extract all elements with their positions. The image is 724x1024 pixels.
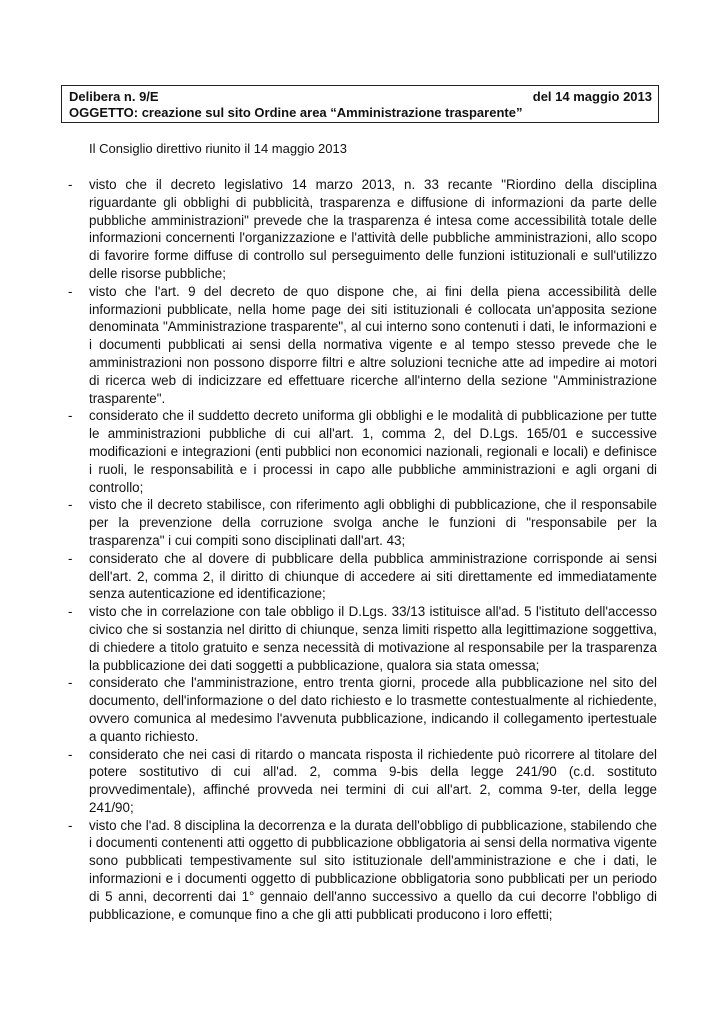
- bullet-dash: -: [68, 177, 73, 192]
- bullet-dash: -: [68, 497, 73, 513]
- list-item: [62, 550, 657, 603]
- list-item: [62, 674, 657, 745]
- bullet-dash: -: [68, 675, 73, 691]
- list-item: [62, 283, 657, 408]
- bullet-dash: -: [68, 550, 73, 566]
- bullet-dash: -: [68, 604, 73, 620]
- list-item-text: considerato che al dovere di pubblicare della pubblica amministrazione corrisponde ai sensi dell'art. 2, comma 2, il diritto di chiunque di accedere ai siti direttamente ed immediatamente senza autenticazione ed identificazione;: [89, 550, 657, 602]
- list-item-text: visto che l'art. 9 del decreto de quo dispone che, ai fini della piena accessibilità delle informazioni pubblicate, nella home page dei siti istituzionali é collocata un'apposita sezione denominata "Amministrazione trasparente", al cui interno sono contenuti i dati, le informazioni e i documenti pubblicati ai sensi della normativa vigente e al tempo stesso prevede che le amministrazioni non possono disporre filtri e altre soluzioni tecniche atte ad impedire ai motori di ricerca web di indicizzare ed effettuare ricerche all'interno della sezione "Amministrazione trasparente".: [89, 283, 657, 406]
- list-item: [62, 496, 657, 549]
- list-item: [62, 817, 657, 924]
- delibera-header-box: [61, 85, 659, 123]
- oggetto-line: OGGETTO: creazione sul sito Ordine area “Amministrazione trasparente”: [69, 105, 523, 120]
- delibera-header-row: [69, 89, 652, 105]
- bullet-dash: -: [68, 408, 73, 424]
- delibera-date: del 14 maggio 2013: [532, 89, 652, 104]
- list-item-text: visto che il decreto legislativo 14 marzo 2013, n. 33 recante "Riordino della disciplina riguardante gli obblighi di pubblicità, trasparenza e diffusione di informazioni da parte delle pubbliche amministrazioni" prevede che la trasparenza é intesa come accessibilità totale delle informazioni concernenti l'organizzazione e l'attività delle pubbliche amministrazioni, allo scopo di favorire forme diffuse di controllo sul perseguimento delle funzioni istituzionali e sull'utilizzo delle risorse pubbliche;: [89, 177, 657, 281]
- list-item: [62, 407, 657, 496]
- bullet-dash: -: [68, 283, 73, 299]
- delibera-number: Delibera n. 9/E: [69, 89, 159, 104]
- list-item: [62, 746, 657, 817]
- recitals-list: [62, 176, 657, 923]
- intro-line: Il Consiglio direttivo riunito il 14 maggio 2013: [89, 141, 347, 156]
- list-item-text: considerato che nei casi di ritardo o mancata risposta il richiedente può ricorrere al titolare del potere sostitutivo di cui all'ad. 2, comma 9-bis della legge 241/90 (c.d. sostituto provvedimentale), affinché provveda nei termini di cui all'art. 2, comma 9-ter, della legge 241/90;: [89, 746, 657, 815]
- list-item-text: visto che il decreto stabilisce, con riferimento agli obblighi di pubblicazione, che il responsabile per la prevenzione della corruzione svolga anche le funzioni di "responsabile per la trasparenza" i cui compiti sono disciplinati dall'art. 43;: [89, 497, 657, 548]
- list-item-text: considerato che il suddetto decreto uniforma gli obblighi e le modalità di pubblicazione per tutte le amministrazioni pubbliche di cui all'art. 1, comma 2, del D.Lgs. 165/01 e successive modificazioni e integrazioni (enti pubblici non economici nazionali, regionali e locali) e definisce i ruoli, le responsabilità e i processi in capo alle pubbliche amministrazioni e agli organi di controllo;: [89, 408, 657, 495]
- list-item-text: visto che in correlazione con tale obbligo il D.Lgs. 33/13 istituisce all'ad. 5 l'istituto dell'accesso civico che si sostanzia nel diritto di chiunque, senza limiti rispetto alla legittimazione soggettiva, di chiedere a titolo gratuito e senza necessità di motivazione al responsabile per la trasparenza la pubblicazione dei dati soggetti a pubblicazione, qualora sia stata omessa;: [89, 604, 657, 673]
- list-item: [62, 176, 657, 283]
- list-item: [62, 603, 657, 674]
- list-item-text: considerato che l'amministrazione, entro trenta giorni, procede alla pubblicazione nel sito del documento, dell'informazione o del dato richiesto e lo trasmette contestualmente al richiedente, ovvero comunica al medesimo l'avvenuta pubblicazione, indicando il collegamento ipertestuale a quanto richiesto.: [89, 675, 657, 744]
- bullet-dash: -: [68, 817, 73, 833]
- bullet-dash: -: [68, 746, 73, 762]
- list-item-text: visto che l'ad. 8 disciplina la decorrenza e la durata dell'obbligo di pubblicazione, stabilendo che i documenti contenenti atti oggetto di pubblicazione obbligatoria ai sensi della normativa vigente sono pubblicati tempestivamente sul sito istituzionale dell'amministrazione e che i dati, le informazioni e i documenti oggetto di pubblicazione obbligatoria sono pubblicati per un periodo di 5 anni, decorrenti dai 1° gennaio dell'anno successivo a quello da cui decorre l'obbligo di pubblicazione, e comunque fino a che gli atti pubblicati producono i loro effetti;: [89, 817, 657, 922]
